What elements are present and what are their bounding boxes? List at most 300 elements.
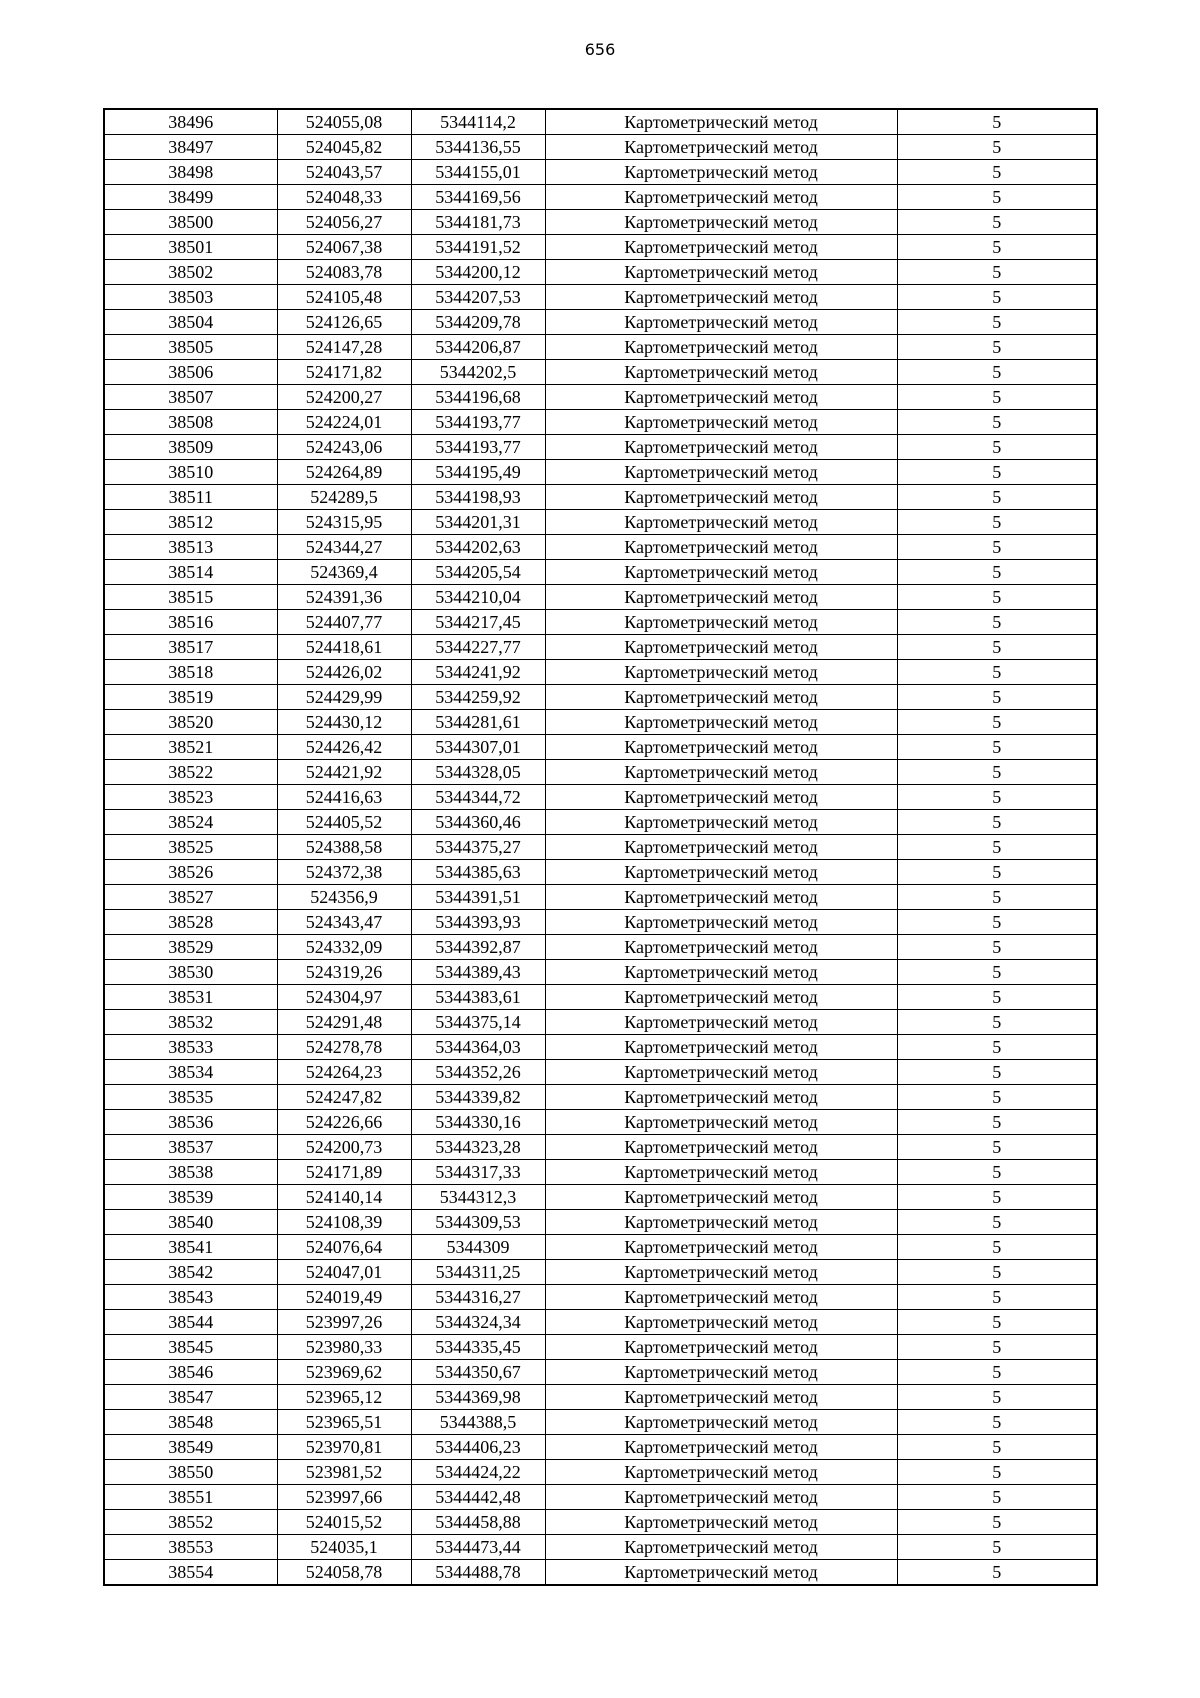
precision-cell: 5: [897, 1360, 1097, 1385]
point-number-cell: 38516: [104, 610, 277, 635]
x-coordinate-cell: 524035,1: [277, 1535, 411, 1560]
table-row: [104, 1485, 1097, 1510]
x-coordinate-cell: 524426,02: [277, 660, 411, 685]
table-row: [104, 385, 1097, 410]
table-row: [104, 710, 1097, 735]
method-cell: Картометрический метод: [545, 760, 897, 785]
y-coordinate-cell: 5344316,27: [411, 1285, 545, 1310]
table-row: [104, 760, 1097, 785]
y-coordinate-cell: 5344196,68: [411, 385, 545, 410]
precision-cell: 5: [897, 485, 1097, 510]
method-cell: Картометрический метод: [545, 1410, 897, 1435]
y-coordinate-cell: 5344324,34: [411, 1310, 545, 1335]
y-coordinate-cell: 5344375,27: [411, 835, 545, 860]
point-number-cell: 38505: [104, 335, 277, 360]
y-coordinate-cell: 5344200,12: [411, 260, 545, 285]
point-number-cell: 38518: [104, 660, 277, 685]
method-cell: Картометрический метод: [545, 1335, 897, 1360]
y-coordinate-cell: 5344281,61: [411, 710, 545, 735]
table-row: [104, 1210, 1097, 1235]
table-row: [104, 185, 1097, 210]
point-number-cell: 38528: [104, 910, 277, 935]
method-cell: Картометрический метод: [545, 485, 897, 510]
table-row: [104, 1285, 1097, 1310]
y-coordinate-cell: 5344227,77: [411, 635, 545, 660]
method-cell: Картометрический метод: [545, 535, 897, 560]
point-number-cell: 38498: [104, 160, 277, 185]
point-number-cell: 38547: [104, 1385, 277, 1410]
method-cell: Картометрический метод: [545, 610, 897, 635]
method-cell: Картометрический метод: [545, 560, 897, 585]
point-number-cell: 38550: [104, 1460, 277, 1485]
table-row: [104, 135, 1097, 160]
y-coordinate-cell: 5344383,61: [411, 985, 545, 1010]
precision-cell: 5: [897, 1235, 1097, 1260]
y-coordinate-cell: 5344360,46: [411, 810, 545, 835]
precision-cell: 5: [897, 935, 1097, 960]
y-coordinate-cell: 5344330,16: [411, 1110, 545, 1135]
x-coordinate-cell: 524356,9: [277, 885, 411, 910]
y-coordinate-cell: 5344323,28: [411, 1135, 545, 1160]
x-coordinate-cell: 524200,27: [277, 385, 411, 410]
table-row: [104, 510, 1097, 535]
table-row: [104, 310, 1097, 335]
precision-cell: 5: [897, 1185, 1097, 1210]
precision-cell: 5: [897, 960, 1097, 985]
y-coordinate-cell: 5344209,78: [411, 310, 545, 335]
y-coordinate-cell: 5344202,63: [411, 535, 545, 560]
precision-cell: 5: [897, 1135, 1097, 1160]
x-coordinate-cell: 524015,52: [277, 1510, 411, 1535]
y-coordinate-cell: 5344389,43: [411, 960, 545, 985]
precision-cell: 5: [897, 335, 1097, 360]
point-number-cell: 38537: [104, 1135, 277, 1160]
precision-cell: 5: [897, 1210, 1097, 1235]
x-coordinate-cell: 524147,28: [277, 335, 411, 360]
method-cell: Картометрический метод: [545, 435, 897, 460]
x-coordinate-cell: 524405,52: [277, 810, 411, 835]
table-row: [104, 910, 1097, 935]
point-number-cell: 38541: [104, 1235, 277, 1260]
precision-cell: 5: [897, 1435, 1097, 1460]
x-coordinate-cell: 524388,58: [277, 835, 411, 860]
x-coordinate-cell: 524108,39: [277, 1210, 411, 1235]
precision-cell: 5: [897, 660, 1097, 685]
method-cell: Картометрический метод: [545, 735, 897, 760]
point-number-cell: 38549: [104, 1435, 277, 1460]
y-coordinate-cell: 5344193,77: [411, 410, 545, 435]
x-coordinate-cell: 524278,78: [277, 1035, 411, 1060]
y-coordinate-cell: 5344136,55: [411, 135, 545, 160]
table-row: [104, 985, 1097, 1010]
x-coordinate-cell: 524391,36: [277, 585, 411, 610]
table-row: [104, 1560, 1097, 1586]
y-coordinate-cell: 5344335,45: [411, 1335, 545, 1360]
precision-cell: 5: [897, 185, 1097, 210]
precision-cell: 5: [897, 585, 1097, 610]
y-coordinate-cell: 5344317,33: [411, 1160, 545, 1185]
y-coordinate-cell: 5344181,73: [411, 210, 545, 235]
table-row: [104, 235, 1097, 260]
precision-cell: 5: [897, 1510, 1097, 1535]
table-row: [104, 1435, 1097, 1460]
point-number-cell: 38508: [104, 410, 277, 435]
point-number-cell: 38500: [104, 210, 277, 235]
x-coordinate-cell: 524243,06: [277, 435, 411, 460]
x-coordinate-cell: 524426,42: [277, 735, 411, 760]
precision-cell: 5: [897, 135, 1097, 160]
precision-cell: 5: [897, 285, 1097, 310]
point-number-cell: 38506: [104, 360, 277, 385]
method-cell: Картометрический метод: [545, 985, 897, 1010]
x-coordinate-cell: 524332,09: [277, 935, 411, 960]
precision-cell: 5: [897, 1335, 1097, 1360]
x-coordinate-cell: 524067,38: [277, 235, 411, 260]
point-number-cell: 38511: [104, 485, 277, 510]
x-coordinate-cell: 524289,5: [277, 485, 411, 510]
method-cell: Картометрический метод: [545, 1035, 897, 1060]
point-number-cell: 38545: [104, 1335, 277, 1360]
precision-cell: 5: [897, 635, 1097, 660]
point-number-cell: 38503: [104, 285, 277, 310]
point-number-cell: 38535: [104, 1085, 277, 1110]
precision-cell: 5: [897, 985, 1097, 1010]
method-cell: Картометрический метод: [545, 410, 897, 435]
method-cell: Картометрический метод: [545, 1535, 897, 1560]
point-number-cell: 38529: [104, 935, 277, 960]
table-row: [104, 610, 1097, 635]
precision-cell: 5: [897, 1385, 1097, 1410]
precision-cell: 5: [897, 1110, 1097, 1135]
table-row: [104, 1160, 1097, 1185]
method-cell: Картометрический метод: [545, 210, 897, 235]
point-number-cell: 38525: [104, 835, 277, 860]
y-coordinate-cell: 5344458,88: [411, 1510, 545, 1535]
precision-cell: 5: [897, 385, 1097, 410]
method-cell: Картометрический метод: [545, 960, 897, 985]
x-coordinate-cell: 524171,89: [277, 1160, 411, 1185]
x-coordinate-cell: 524105,48: [277, 285, 411, 310]
point-number-cell: 38531: [104, 985, 277, 1010]
precision-cell: 5: [897, 760, 1097, 785]
method-cell: Картометрический метод: [545, 1010, 897, 1035]
x-coordinate-cell: 524048,33: [277, 185, 411, 210]
page-number: 656: [584, 40, 616, 59]
precision-cell: 5: [897, 360, 1097, 385]
x-coordinate-cell: 524171,82: [277, 360, 411, 385]
x-coordinate-cell: 524019,49: [277, 1285, 411, 1310]
point-number-cell: 38533: [104, 1035, 277, 1060]
precision-cell: 5: [897, 1035, 1097, 1060]
table-row: [104, 1260, 1097, 1285]
table-row: [104, 1335, 1097, 1360]
y-coordinate-cell: 5344339,82: [411, 1085, 545, 1110]
table-row: [104, 360, 1097, 385]
point-number-cell: 38510: [104, 460, 277, 485]
y-coordinate-cell: 5344307,01: [411, 735, 545, 760]
precision-cell: 5: [897, 260, 1097, 285]
y-coordinate-cell: 5344442,48: [411, 1485, 545, 1510]
table-row: [104, 1135, 1097, 1160]
point-number-cell: 38501: [104, 235, 277, 260]
method-cell: Картометрический метод: [545, 1185, 897, 1210]
x-coordinate-cell: 524291,48: [277, 1010, 411, 1035]
y-coordinate-cell: 5344488,78: [411, 1560, 545, 1586]
method-cell: Картометрический метод: [545, 160, 897, 185]
table-row: [104, 1110, 1097, 1135]
precision-cell: 5: [897, 685, 1097, 710]
precision-cell: 5: [897, 710, 1097, 735]
table-row: [104, 285, 1097, 310]
y-coordinate-cell: 5344311,25: [411, 1260, 545, 1285]
method-cell: Картометрический метод: [545, 1510, 897, 1535]
table-row: [104, 1085, 1097, 1110]
y-coordinate-cell: 5344198,93: [411, 485, 545, 510]
y-coordinate-cell: 5344309,53: [411, 1210, 545, 1235]
precision-cell: 5: [897, 860, 1097, 885]
method-cell: Картометрический метод: [545, 585, 897, 610]
x-coordinate-cell: 524369,4: [277, 560, 411, 585]
precision-cell: 5: [897, 1535, 1097, 1560]
point-number-cell: 38497: [104, 135, 277, 160]
table-row: [104, 109, 1097, 135]
x-coordinate-cell: 523980,33: [277, 1335, 411, 1360]
method-cell: Картометрический метод: [545, 1360, 897, 1385]
y-coordinate-cell: 5344206,87: [411, 335, 545, 360]
x-coordinate-cell: 524264,89: [277, 460, 411, 485]
precision-cell: 5: [897, 610, 1097, 635]
table-row: [104, 210, 1097, 235]
table-row: [104, 335, 1097, 360]
method-cell: Картометрический метод: [545, 285, 897, 310]
point-number-cell: 38514: [104, 560, 277, 585]
x-coordinate-cell: 524126,65: [277, 310, 411, 335]
coordinates-table-body: [104, 109, 1097, 1585]
table-row: [104, 1410, 1097, 1435]
point-number-cell: 38502: [104, 260, 277, 285]
x-coordinate-cell: 524056,27: [277, 210, 411, 235]
y-coordinate-cell: 5344375,14: [411, 1010, 545, 1035]
precision-cell: 5: [897, 210, 1097, 235]
method-cell: Картометрический метод: [545, 1385, 897, 1410]
table-row: [104, 560, 1097, 585]
table-row: [104, 585, 1097, 610]
x-coordinate-cell: 523965,12: [277, 1385, 411, 1410]
y-coordinate-cell: 5344210,04: [411, 585, 545, 610]
y-coordinate-cell: 5344364,03: [411, 1035, 545, 1060]
x-coordinate-cell: 524421,92: [277, 760, 411, 785]
y-coordinate-cell: 5344344,72: [411, 785, 545, 810]
table-row: [104, 460, 1097, 485]
table-row: [104, 1460, 1097, 1485]
point-number-cell: 38536: [104, 1110, 277, 1135]
y-coordinate-cell: 5344169,56: [411, 185, 545, 210]
table-row: [104, 685, 1097, 710]
x-coordinate-cell: 524055,08: [277, 109, 411, 135]
point-number-cell: 38552: [104, 1510, 277, 1535]
table-row: [104, 1060, 1097, 1085]
point-number-cell: 38517: [104, 635, 277, 660]
y-coordinate-cell: 5344217,45: [411, 610, 545, 635]
precision-cell: 5: [897, 560, 1097, 585]
method-cell: Картометрический метод: [545, 185, 897, 210]
table-row: [104, 960, 1097, 985]
x-coordinate-cell: 524140,14: [277, 1185, 411, 1210]
method-cell: Картометрический метод: [545, 1135, 897, 1160]
point-number-cell: 38544: [104, 1310, 277, 1335]
precision-cell: 5: [897, 310, 1097, 335]
point-number-cell: 38538: [104, 1160, 277, 1185]
precision-cell: 5: [897, 1460, 1097, 1485]
precision-cell: 5: [897, 1285, 1097, 1310]
table-row: [104, 935, 1097, 960]
y-coordinate-cell: 5344205,54: [411, 560, 545, 585]
precision-cell: 5: [897, 1485, 1097, 1510]
method-cell: Картометрический метод: [545, 710, 897, 735]
method-cell: Картометрический метод: [545, 1060, 897, 1085]
x-coordinate-cell: 524200,73: [277, 1135, 411, 1160]
y-coordinate-cell: 5344391,51: [411, 885, 545, 910]
method-cell: Картометрический метод: [545, 860, 897, 885]
method-cell: Картометрический метод: [545, 360, 897, 385]
coordinates-table: [103, 108, 1098, 1586]
point-number-cell: 38554: [104, 1560, 277, 1586]
x-coordinate-cell: 524076,64: [277, 1235, 411, 1260]
table-row: [104, 1035, 1097, 1060]
point-number-cell: 38522: [104, 760, 277, 785]
method-cell: Картометрический метод: [545, 1560, 897, 1586]
method-cell: Картометрический метод: [545, 1160, 897, 1185]
table-row: [104, 635, 1097, 660]
method-cell: Картометрический метод: [545, 1485, 897, 1510]
precision-cell: 5: [897, 910, 1097, 935]
x-coordinate-cell: 524344,27: [277, 535, 411, 560]
precision-cell: 5: [897, 1310, 1097, 1335]
precision-cell: 5: [897, 435, 1097, 460]
point-number-cell: 38513: [104, 535, 277, 560]
table-row: [104, 485, 1097, 510]
point-number-cell: 38553: [104, 1535, 277, 1560]
precision-cell: 5: [897, 835, 1097, 860]
y-coordinate-cell: 5344392,87: [411, 935, 545, 960]
x-coordinate-cell: 524416,63: [277, 785, 411, 810]
method-cell: Картометрический метод: [545, 510, 897, 535]
method-cell: Картометрический метод: [545, 1210, 897, 1235]
precision-cell: 5: [897, 1085, 1097, 1110]
precision-cell: 5: [897, 510, 1097, 535]
method-cell: Картометрический метод: [545, 1110, 897, 1135]
precision-cell: 5: [897, 785, 1097, 810]
table-row: [104, 1510, 1097, 1535]
table-row: [104, 1385, 1097, 1410]
x-coordinate-cell: 524058,78: [277, 1560, 411, 1586]
table-row: [104, 810, 1097, 835]
table-row: [104, 735, 1097, 760]
table-row: [104, 410, 1097, 435]
precision-cell: 5: [897, 535, 1097, 560]
y-coordinate-cell: 5344191,52: [411, 235, 545, 260]
x-coordinate-cell: 524047,01: [277, 1260, 411, 1285]
method-cell: Картометрический метод: [545, 835, 897, 860]
method-cell: Картометрический метод: [545, 685, 897, 710]
x-coordinate-cell: 524315,95: [277, 510, 411, 535]
table-row: [104, 1535, 1097, 1560]
precision-cell: 5: [897, 735, 1097, 760]
point-number-cell: 38515: [104, 585, 277, 610]
x-coordinate-cell: 524430,12: [277, 710, 411, 735]
point-number-cell: 38527: [104, 885, 277, 910]
point-number-cell: 38542: [104, 1260, 277, 1285]
x-coordinate-cell: 524083,78: [277, 260, 411, 285]
x-coordinate-cell: 523965,51: [277, 1410, 411, 1435]
table-row: [104, 260, 1097, 285]
x-coordinate-cell: 524264,23: [277, 1060, 411, 1085]
y-coordinate-cell: 5344350,67: [411, 1360, 545, 1385]
method-cell: Картометрический метод: [545, 310, 897, 335]
x-coordinate-cell: 524429,99: [277, 685, 411, 710]
precision-cell: 5: [897, 810, 1097, 835]
point-number-cell: 38520: [104, 710, 277, 735]
y-coordinate-cell: 5344369,98: [411, 1385, 545, 1410]
y-coordinate-cell: 5344202,5: [411, 360, 545, 385]
method-cell: Картометрический метод: [545, 885, 897, 910]
table-row: [104, 885, 1097, 910]
method-cell: Картометрический метод: [545, 935, 897, 960]
method-cell: Картометрический метод: [545, 335, 897, 360]
point-number-cell: 38504: [104, 310, 277, 335]
table-row: [104, 660, 1097, 685]
y-coordinate-cell: 5344241,92: [411, 660, 545, 685]
precision-cell: 5: [897, 1260, 1097, 1285]
y-coordinate-cell: 5344385,63: [411, 860, 545, 885]
y-coordinate-cell: 5344201,31: [411, 510, 545, 535]
method-cell: Картометрический метод: [545, 635, 897, 660]
y-coordinate-cell: 5344309: [411, 1235, 545, 1260]
y-coordinate-cell: 5344352,26: [411, 1060, 545, 1085]
y-coordinate-cell: 5344388,5: [411, 1410, 545, 1435]
point-number-cell: 38523: [104, 785, 277, 810]
method-cell: Картометрический метод: [545, 785, 897, 810]
y-coordinate-cell: 5344259,92: [411, 685, 545, 710]
table-row: [104, 1185, 1097, 1210]
point-number-cell: 38530: [104, 960, 277, 985]
x-coordinate-cell: 524319,26: [277, 960, 411, 985]
point-number-cell: 38534: [104, 1060, 277, 1085]
point-number-cell: 38509: [104, 435, 277, 460]
x-coordinate-cell: 523969,62: [277, 1360, 411, 1385]
y-coordinate-cell: 5344114,2: [411, 109, 545, 135]
point-number-cell: 38540: [104, 1210, 277, 1235]
method-cell: Картометрический метод: [545, 109, 897, 135]
x-coordinate-cell: 524407,77: [277, 610, 411, 635]
y-coordinate-cell: 5344195,49: [411, 460, 545, 485]
precision-cell: 5: [897, 410, 1097, 435]
point-number-cell: 38539: [104, 1185, 277, 1210]
method-cell: Картометрический метод: [545, 1085, 897, 1110]
x-coordinate-cell: 524045,82: [277, 135, 411, 160]
y-coordinate-cell: 5344328,05: [411, 760, 545, 785]
method-cell: Картометрический метод: [545, 1285, 897, 1310]
x-coordinate-cell: 524247,82: [277, 1085, 411, 1110]
table-row: [104, 1360, 1097, 1385]
method-cell: Картометрический метод: [545, 385, 897, 410]
y-coordinate-cell: 5344393,93: [411, 910, 545, 935]
precision-cell: 5: [897, 235, 1097, 260]
x-coordinate-cell: 524043,57: [277, 160, 411, 185]
point-number-cell: 38521: [104, 735, 277, 760]
x-coordinate-cell: 523997,26: [277, 1310, 411, 1335]
method-cell: Картометрический метод: [545, 660, 897, 685]
